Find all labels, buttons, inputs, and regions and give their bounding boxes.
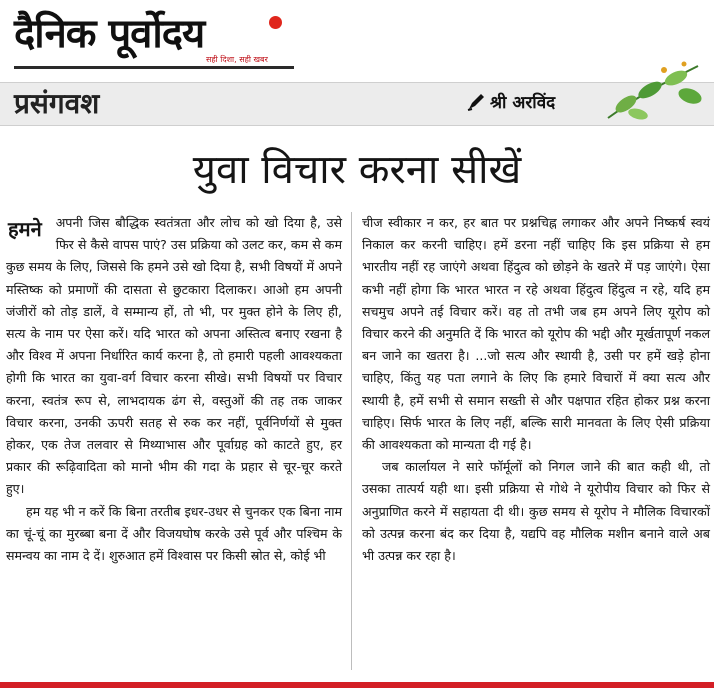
section-category: प्रसंगवश [14,87,100,120]
article-paragraph: अपनी जिस बौद्धिक स्वतंत्रता और लोच को खो दिया है, उसे फिर से कैसे वापस पाएं? उस प्रक्रिया को उलट कर, कम से कम कुछ समय के लिए, जिससे कि हमने उसे खो दिया है, सभी विषयों में अपने मस्तिष्क को प्रमाणों की दासता से छुटकारा दिलाकर। आओ हम अपनी जंजीरों को तोड़ डालें, वे सम्मान्य हों, तो भी, पर मुक्त होने के लिए ही, सत्य के नाम पर ऐसा करें। यदि भारत को अपना अस्तित्व बनाए रखना है और विश्व में अपना निर्धारित कार्य करना है, तो हमारी पहली आवश्यकता होगी कि भारत का युवा-वर्ग विचार करना सीखे। सभी विषयों पर विचार करना, स्वतंत्र रूप से, लाभदायक ढंग से, वस्तुओं की तह तक जाकर विचार करना, उनकी ऊपरी सतह से रुक कर नहीं, पूर्वनिर्णयों से मुक्त होकर, एक तेज तलवार से मिथ्याभास और पूर्वाग्रह को काटते हुए, हर प्रकार की रूढ़िवादिता को मानो भीम की गदा के प्रहार से चूर-चूर करते हुए। [6,215,342,497]
author-byline [466,90,555,113]
leaf-decoration-icon [598,56,710,128]
author-name: श्री अरविंद [490,93,556,113]
article-headline: युवा विचार करना सीखें [192,147,522,193]
article-paragraph: जब कार्लायल ने सारे फॉर्मूलों को निगल जाने की बात कही थी, तो उसका तात्पर्य यही था। इसी प्रक्रिया से गोथे ने यूरोपीय विचार को फिर से अनुप्राणित करने में सहायता दी थी। कुछ समय से यूरोप ने मौलिक विचारकों को उत्पन्न करना बंद कर दिया है, यद्यपि वह मौलिक मशीन बनाने वाले अब भी उत्पन्न कर रहा है। [362,459,710,564]
masthead [6,2,306,74]
bottom-rule [0,682,714,688]
column-divider [351,212,352,670]
logo-underline [14,66,294,69]
article-paragraph: चीज स्वीकार न कर, हर बात पर प्रश्नचिह्न लगाकर और अपने निष्कर्ष स्वयं निकाल कर करनी चाहिए। हमें डरना नहीं चाहिए कि इस प्रक्रिया से हम भारतीय नहीं रह जाएंगे अथवा हिंदुत्व को छोड़ने के खतरे में पड़ जाएंगे। ऐसा कभी नहीं होगा कि भारत भारत न रहे अथवा हिंदुत्व हिंदुत्व न रहे, यदि हम सचमुच अपने तई विचार करें। वह तो तभी जब हम अपने लिए यूरोप को विचार करने की अनुमति दें कि भारत को यूरोप की भद्दी और मूर्खतापूर्ण नकल बन जाने का खतरा है। ...जो सत्य और स्थायी है, उसी पर हमें खड़े होना चाहिए, किंतु यह पता लगाने के लिए कि हमारे विचारों में क्या सत्य और स्थायी है, हमें सभी से समान सख्ती से और पक्षपात रहित होकर प्रश्न करना चाहिए। सिर्फ भारत के लिए नहीं, बल्कि सारी मानवता के लिए ऐसी प्रक्रिया की आवश्यकता को मान्यता दी गई है। [362,215,710,453]
article-column-left [6,212,342,567]
article-paragraph: हम यह भी न करें कि बिना तरतीब इधर-उधर से चुनकर एक बिना नाम का चूं-चूं का मुरब्बा बना दें और विजयघोष करके उसे पूर्व और पश्चिम के समन्वय का नाम दे दें। शुरुआत हमें विश्वास पर किसी स्रोत से, कोई भी [6,503,342,564]
newspaper-logo-text: दैनिक पूर्वोदय [14,11,205,57]
logo-dot [269,16,282,29]
article-column-right [362,212,710,567]
pen-icon [466,92,486,112]
newspaper-tagline: सही दिशा, सही खबर [206,55,268,64]
article-dropcap: हमने [8,217,42,241]
